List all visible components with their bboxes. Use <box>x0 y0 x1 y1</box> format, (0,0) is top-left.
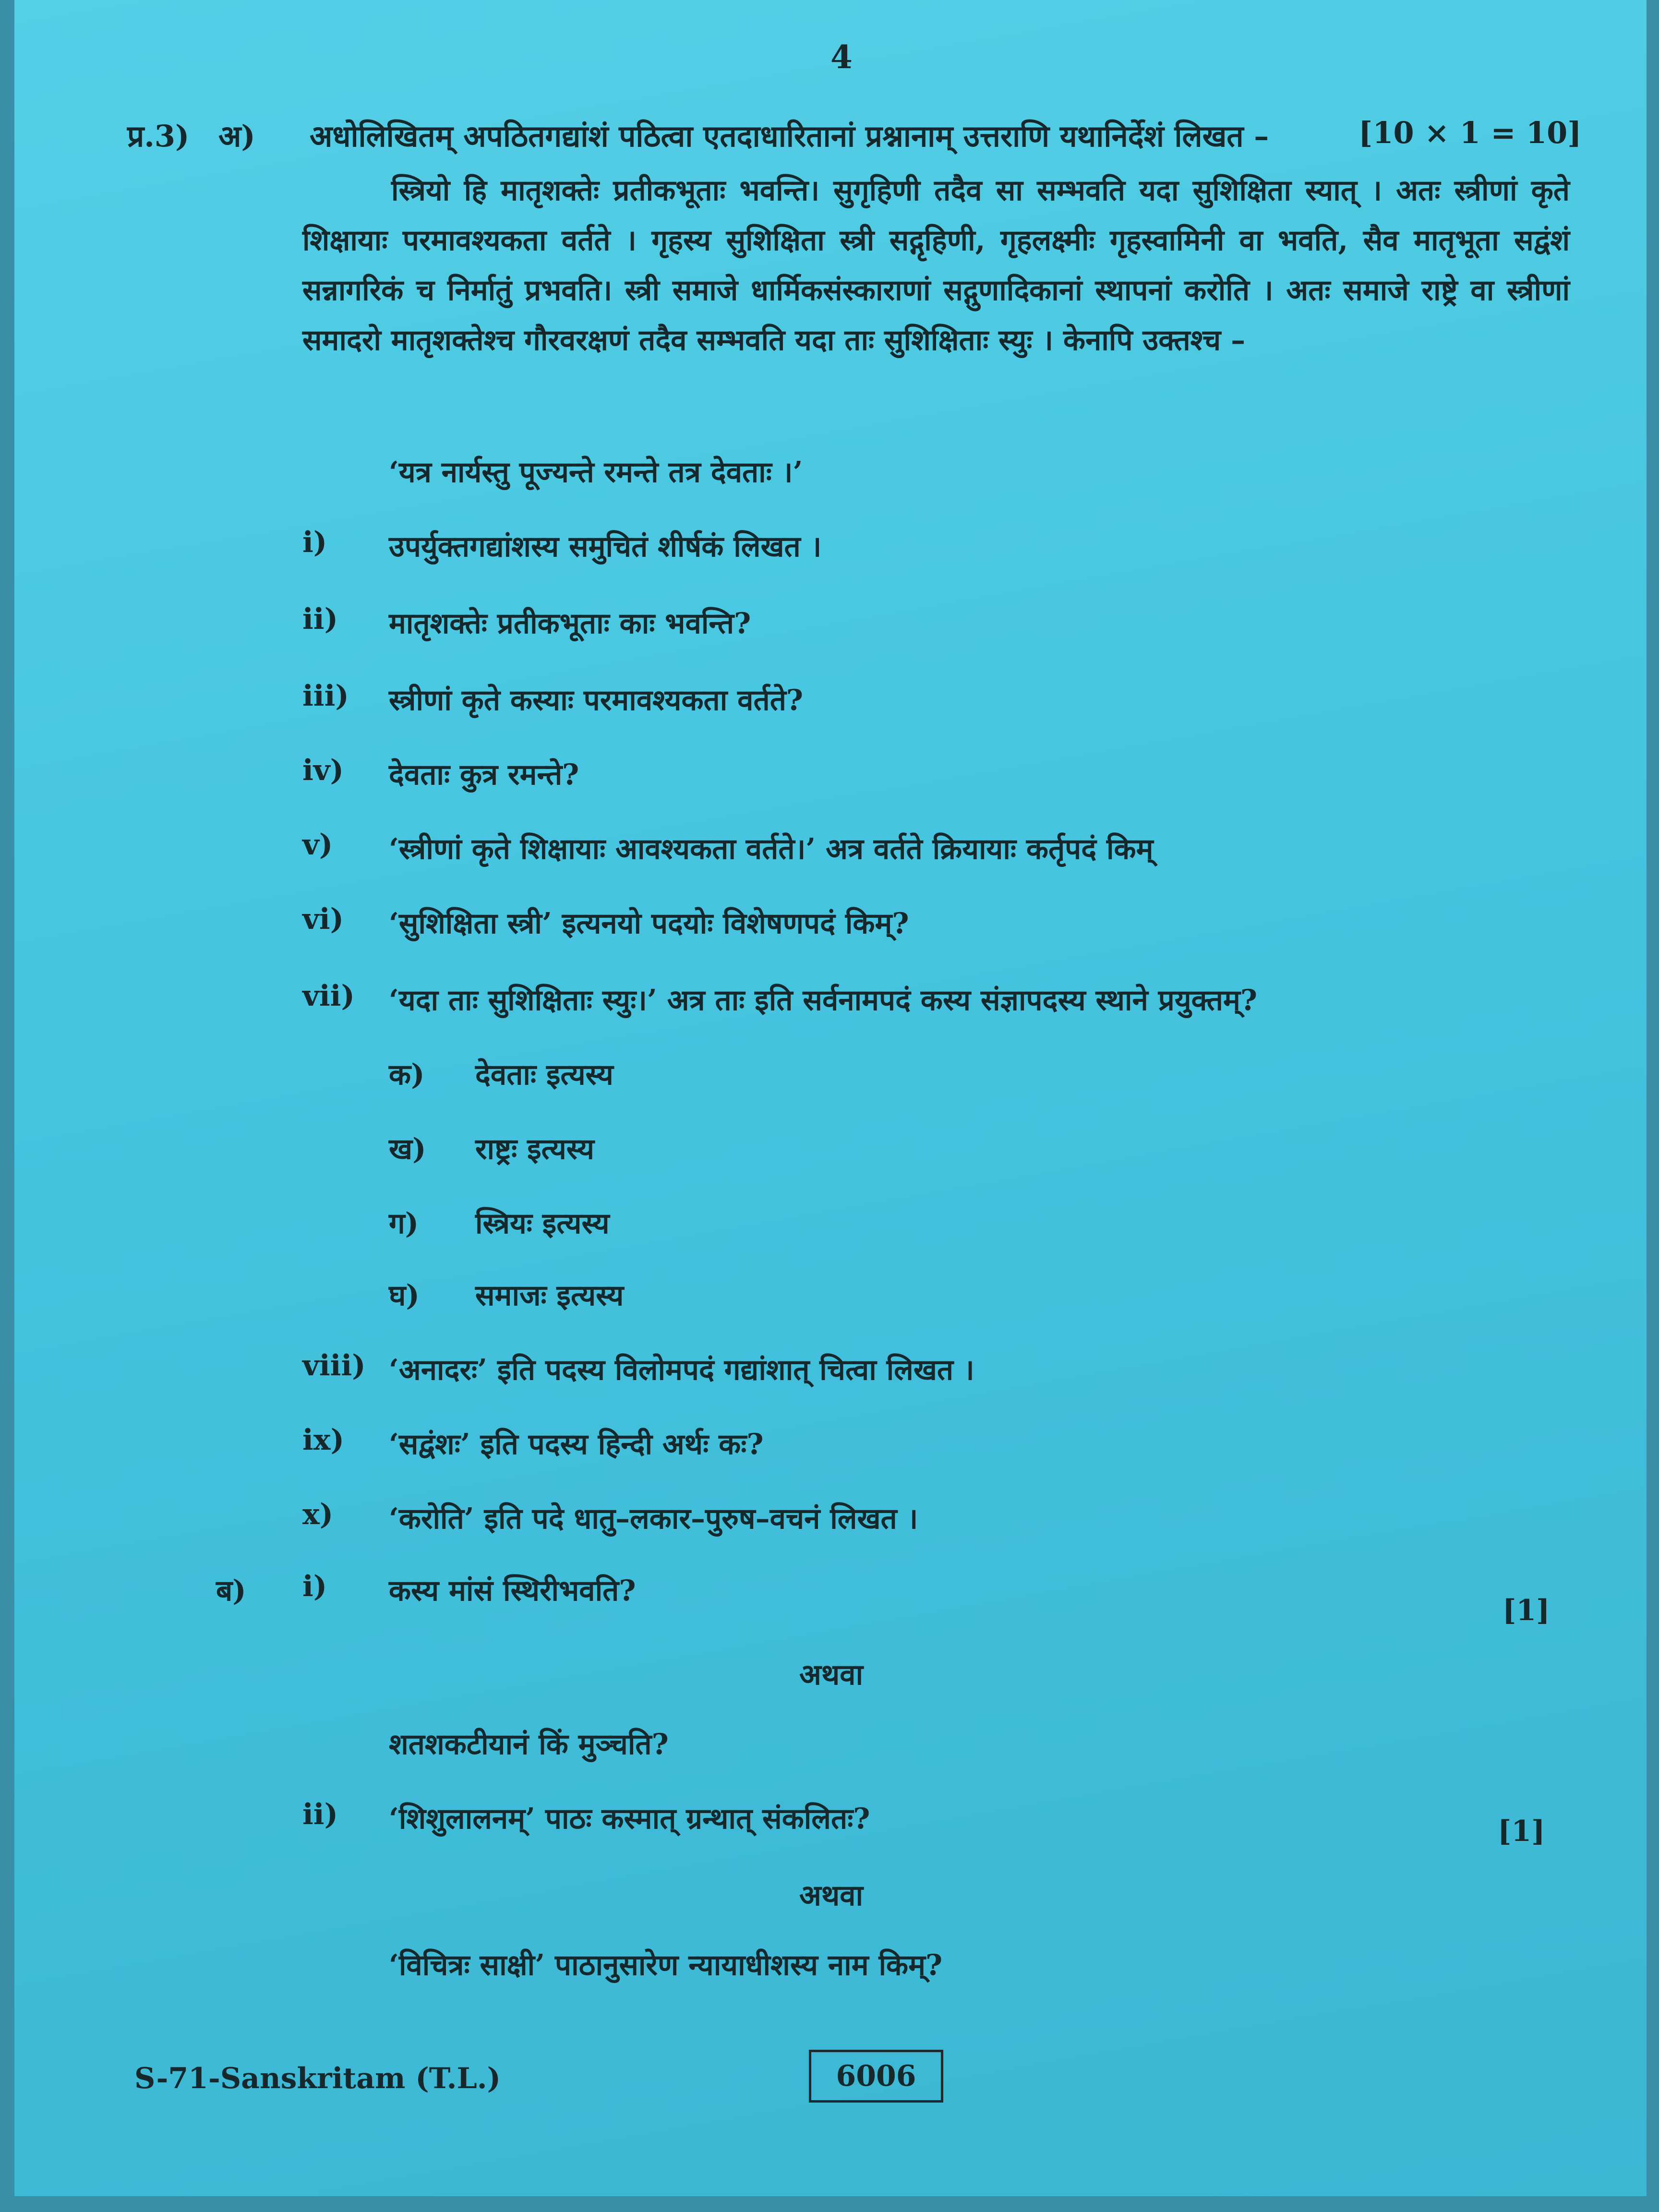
sub-question-text: देवताः कुत्र रमन्ते? <box>389 758 579 792</box>
question-sub-a: अ) <box>218 119 255 154</box>
exam-page <box>14 0 1647 2196</box>
sub-question-text: ‘करोति’ इति पदे धातु–लकार–पुरुष–वचनं लिखत । <box>389 1502 918 1536</box>
sub-question-text: ‘सद्वंशः’ इति पदस्य हिन्दी अर्थः कः? <box>389 1428 764 1461</box>
sub-question-number: v) <box>302 828 333 862</box>
sub-question-text: स्त्रीणां कृते कस्याः परमावश्यकता वर्तते? <box>389 684 804 717</box>
sub-question-number: iii) <box>302 679 349 713</box>
option-text: स्त्रियः इत्यस्य <box>475 1207 610 1240</box>
sub-question-number: i) <box>302 1570 327 1603</box>
sub-question-text: ‘अनादरः’ इति पदस्य विलोमपदं गद्यांशात् चित्वा लिखत । <box>389 1353 974 1387</box>
sub-question-text: कस्य मांसं स्थिरीभवति? <box>389 1574 636 1608</box>
paper-number-box <box>809 2050 943 2103</box>
sub-question-text: ‘शिशुलालनम्’ पाठः कस्मात् ग्रन्थात् संकलितः? <box>389 1802 870 1836</box>
alternative-question: ‘विचित्रः साक्षी’ पाठानुसारेण न्यायाधीशस्य नाम किम्? <box>389 1948 943 1982</box>
sub-question-number: i) <box>302 526 327 559</box>
sub-question-number: vii) <box>302 979 355 1013</box>
alternative-question: शतशकटीयानं किं मुञ्चति? <box>389 1728 669 1761</box>
question-instruction: अधोलिखितम् अपठितगद्यांशं पठित्वा एतदाधारितानां प्रश्नानाम् उत्तराणि यथानिर्देशं लिखत – <box>310 119 1269 154</box>
sub-question-number: ix) <box>302 1423 344 1457</box>
sub-question-number: x) <box>302 1498 334 1531</box>
question-number: प्र.3) <box>127 119 190 154</box>
sub-question-text: उपर्युक्तगद्यांशस्य समुचितं शीर्षकं लिखत । <box>389 530 822 564</box>
sub-question-number: ii) <box>302 1798 338 1831</box>
option-label: ख) <box>389 1132 426 1166</box>
or-separator: अथवा <box>799 1879 864 1912</box>
option-text: समाजः इत्यस्य <box>475 1279 624 1312</box>
question-marks: [10 × 1 = 10] <box>1358 115 1582 150</box>
sub-question-text: मातृशक्तेः प्रतीकभूताः काः भवन्ति? <box>389 607 751 640</box>
option-label: ग) <box>389 1207 419 1240</box>
sub-question-text: ‘सुशिक्षिता स्त्री’ इत्यनयो पदयोः विशेषणपदं किम्? <box>389 907 909 940</box>
paper-code: S-71-Sanskritam (T.L.) <box>134 2062 501 2095</box>
option-label: घ) <box>389 1279 420 1312</box>
sub-question-text: ‘यदा ताः सुशिक्षिताः स्युः।’ अत्र ताः इति सर्वनामपदं कस्य संज्ञापदस्य स्थाने प्रयुक्तम्? <box>389 984 1258 1017</box>
marks-label: [1] <box>1503 1594 1550 1627</box>
page-number: 4 <box>830 38 853 76</box>
sub-question-number: ii) <box>302 602 338 636</box>
option-label: क) <box>389 1058 425 1092</box>
or-separator: अथवा <box>799 1658 864 1692</box>
sub-question-number: viii) <box>302 1349 366 1382</box>
sub-question-number: vi) <box>302 902 344 936</box>
sub-question-number: iv) <box>302 754 344 787</box>
unseen-passage: स्त्रियो हि मातृशक्तेः प्रतीकभूताः भवन्ति। सुगृहिणी तदैव सा सम्भवति यदा सुशिक्षिता स्यात् । अतः स्त्रीणां कृते शिक्षायाः परमावश्यकता वर्तते । गृहस्य सुशिक्षिता स्त्री सद्गृहिणी, गृहलक्ष्मीः गृहस्वामिनी वा भवति, सैव मातृभूता सद्वंशं सन्नागरिकं च निर्मातुं प्रभवति। स्त्री समाजे धार्मिकसंस्काराणां सद्गुणादिकानां स्थापनां करोति । अतः समाजे राष्ट्रे वा स्त्रीणां समादरो मातृशक्तेश्च गौरवरक्षणं तदैव सम्भवति यदा ताः सुशिक्षिताः स्युः । केनापि उक्तश्च – <box>302 174 1570 357</box>
option-text: राष्ट्रः इत्यस्य <box>475 1132 594 1166</box>
passage-quote: ‘यत्र नार्यस्तु पूज्यन्ते रमन्ते तत्र देवताः ।’ <box>389 456 803 489</box>
marks-label: [1] <box>1498 1815 1545 1848</box>
sub-question-text: ‘स्त्रीणां कृते शिक्षायाः आवश्यकता वर्तते।’ अत्र वर्तते क्रियायाः कर्तृपदं किम् <box>389 832 1154 866</box>
paper-number: 6006 <box>836 2059 916 2093</box>
section-b-label: ब) <box>216 1574 246 1608</box>
option-text: देवताः इत्यस्य <box>475 1058 613 1092</box>
